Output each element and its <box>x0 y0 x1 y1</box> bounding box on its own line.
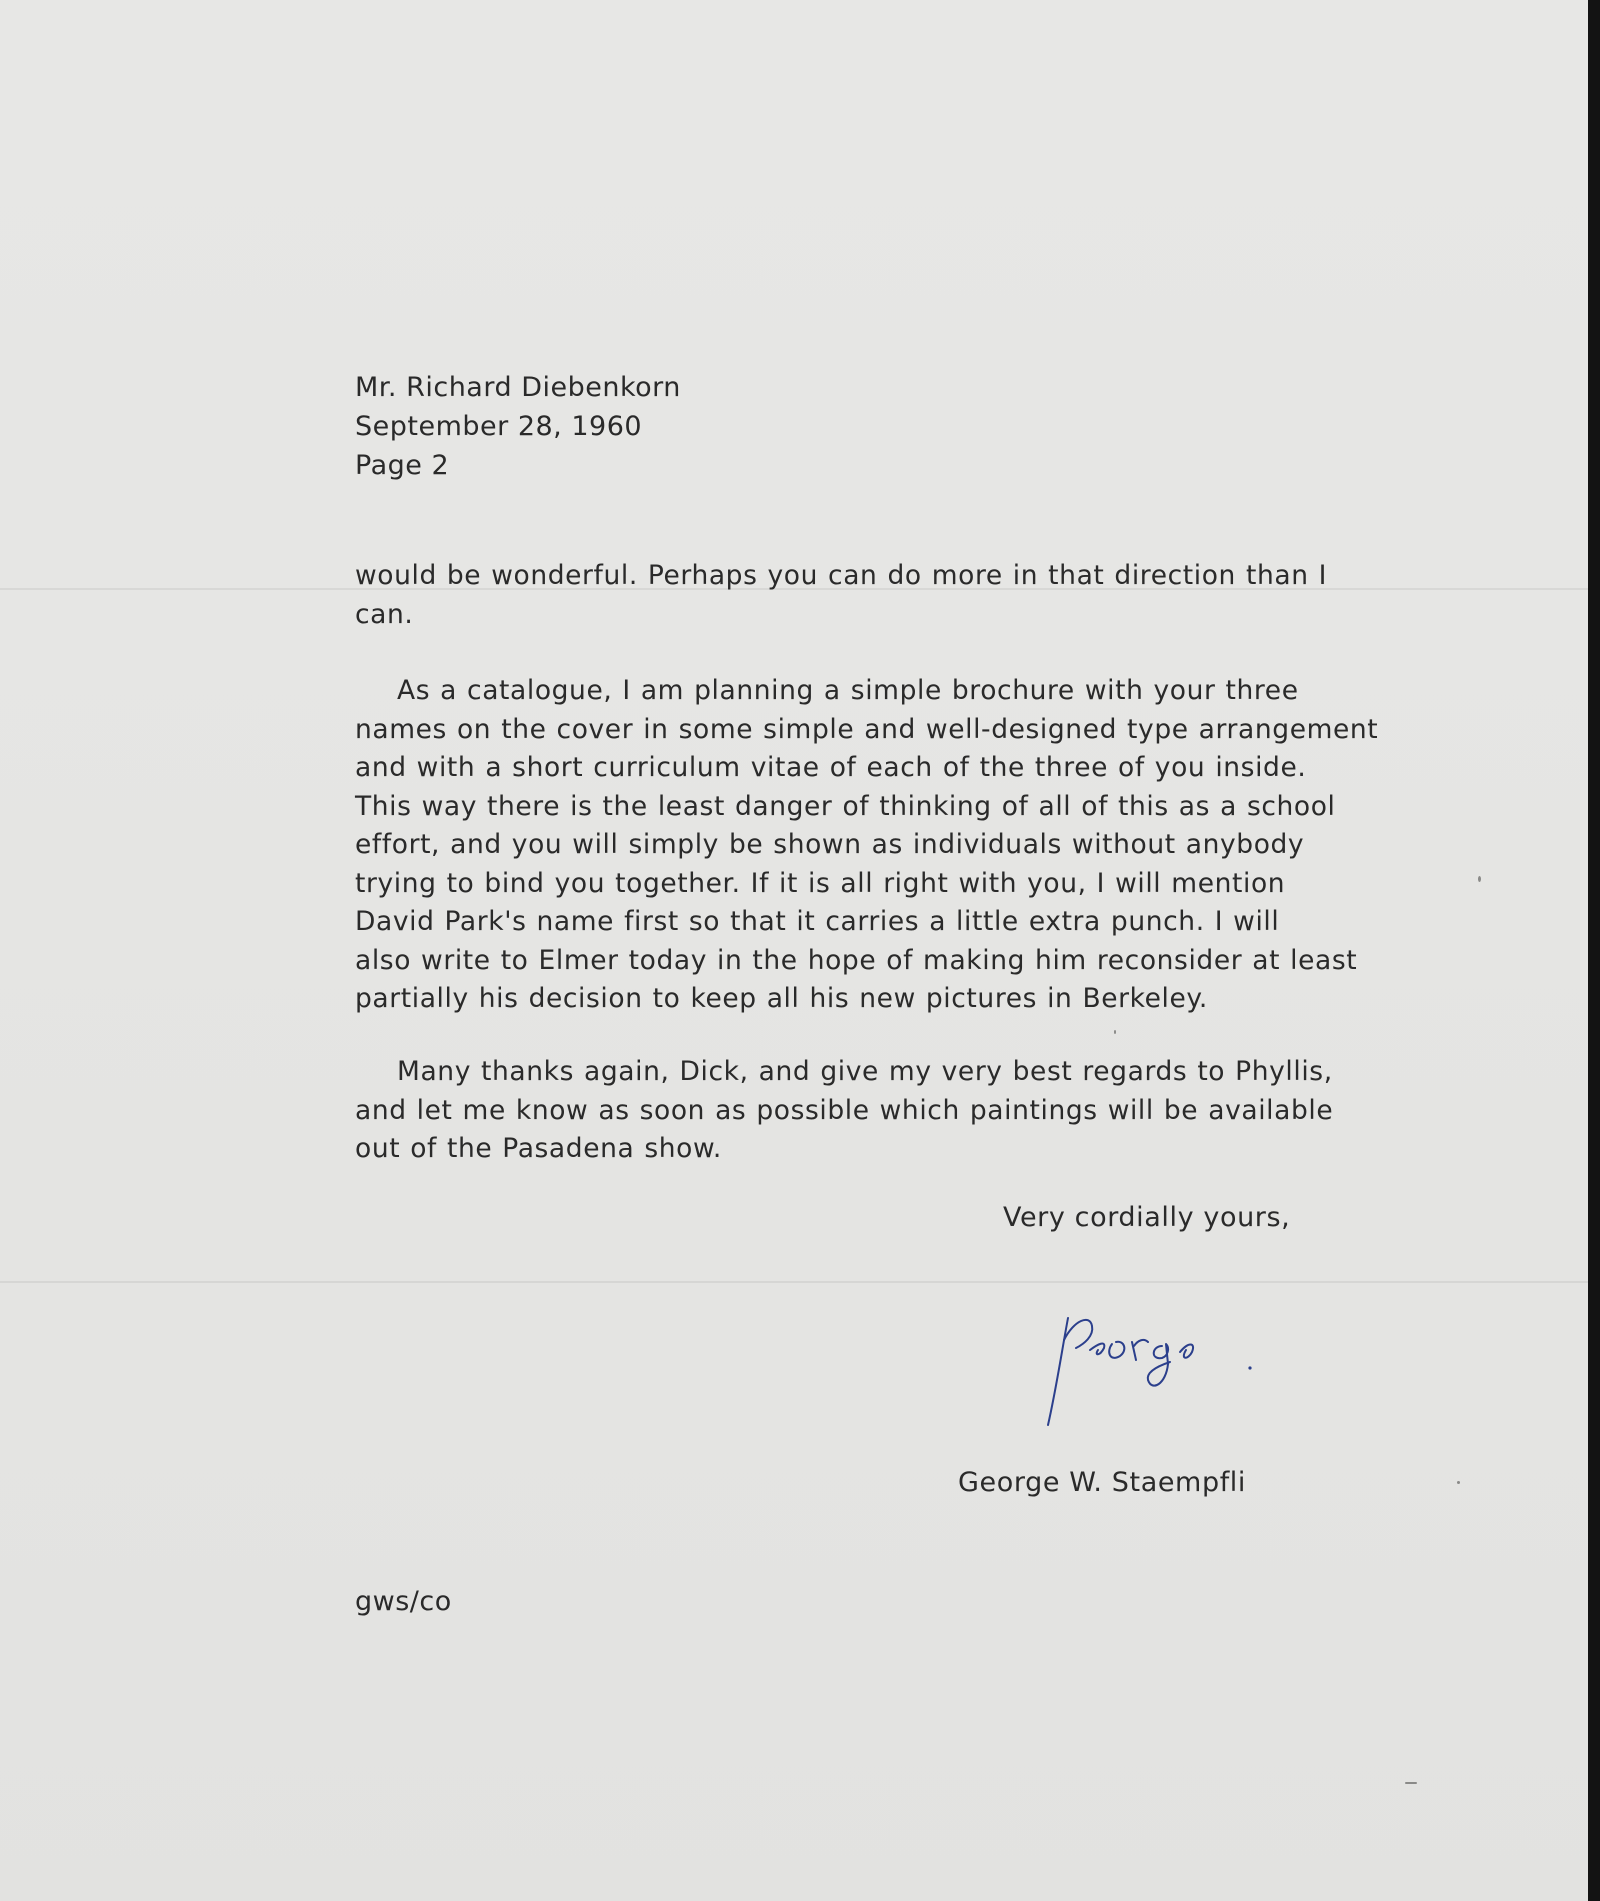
paragraph-line: effort, and you will simply be shown as individuals without anybody <box>355 829 1305 860</box>
paragraph-2 <box>355 672 1378 1019</box>
paragraph-line: would be wonderful. Perhaps you can do more in that direction than I <box>355 560 1328 591</box>
paragraph-line: trying to bind you together. If it is all right with you, I will mention <box>355 867 1286 899</box>
paragraph-line: out of the Pasadena show. <box>355 1133 722 1164</box>
page-number: Page 2 <box>355 450 450 481</box>
signer-name: George W. Staempfli <box>958 1467 1247 1498</box>
paper-speck <box>1114 1030 1116 1034</box>
complimentary-close: Very cordially yours, <box>1003 1202 1291 1233</box>
paper-speck <box>1457 1481 1460 1484</box>
paper-fold-lower <box>0 1281 1588 1283</box>
paragraph-line: As a catalogue, I am planning a simple brochure with your three <box>397 675 1299 706</box>
paper-speck <box>1405 1782 1417 1784</box>
paper-speck <box>1478 876 1481 882</box>
paragraph-3 <box>355 1053 1333 1169</box>
paragraph-line: can. <box>355 598 414 630</box>
paragraph-line: This way there is the least danger of thinking of all of this as a school <box>355 790 1336 822</box>
paragraph-line: names on the cover in some simple and well-designed type arrangement <box>355 713 1379 745</box>
handwritten-signature <box>1040 1300 1270 1440</box>
letter-header <box>355 368 681 485</box>
paragraph-1 <box>355 557 1327 634</box>
paragraph-line: partially his decision to keep all his new pictures in Berkeley. <box>355 983 1208 1014</box>
paragraph-line: Many thanks again, Dick, and give my very best regards to Phyllis, <box>397 1056 1333 1087</box>
letter-date: September 28, 1960 <box>355 411 643 442</box>
paragraph-line: and let me know as soon as possible which paintings will be available <box>355 1094 1334 1126</box>
paragraph-line: and with a short curriculum vitae of each of the three of you inside. <box>355 752 1307 783</box>
paragraph-line: also write to Elmer today in the hope of making him reconsider at least <box>355 944 1358 976</box>
paragraph-line: David Park's name first so that it carries a little extra punch. I will <box>355 906 1280 937</box>
reference-initials: gws/co <box>355 1586 452 1617</box>
recipient-name: Mr. Richard Diebenkorn <box>355 372 681 403</box>
